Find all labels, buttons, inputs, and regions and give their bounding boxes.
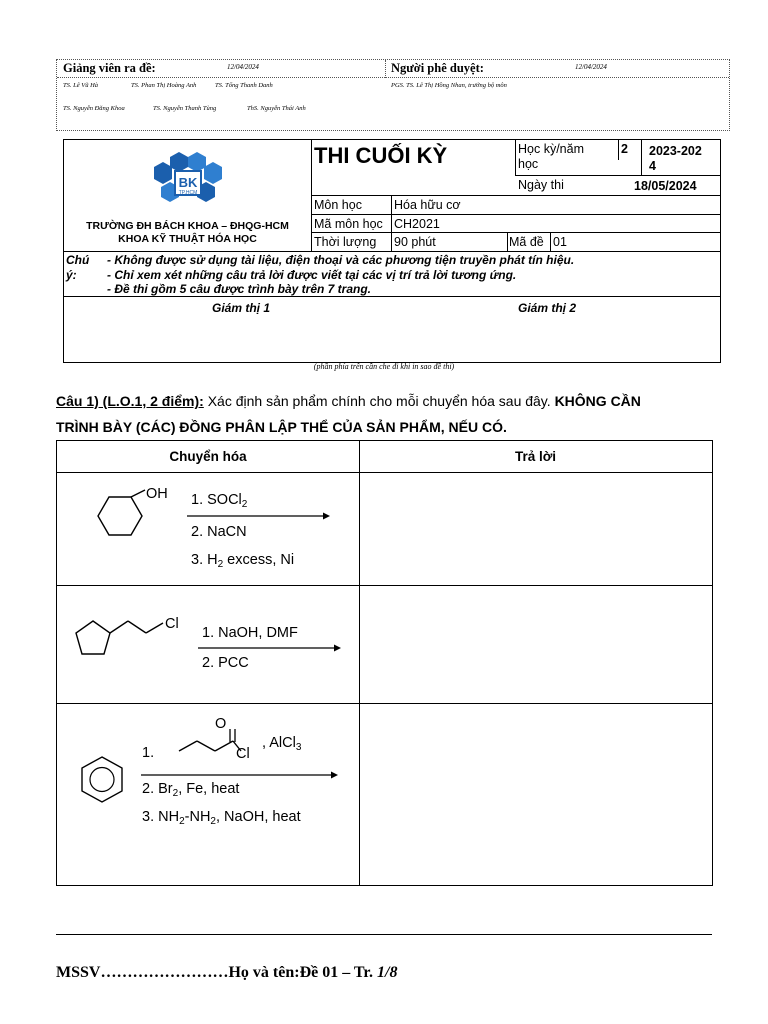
reagent-step: 1. NaOH, DMF bbox=[202, 625, 298, 641]
semester-value: 2 bbox=[621, 142, 628, 156]
duration-value: 90 phút bbox=[394, 235, 436, 249]
exam-header-table bbox=[63, 139, 721, 363]
reagent-step: 3. $NH_2-NH_2$, NaOH, heat bbox=[142, 809, 301, 827]
school-name: TRƯỜNG ĐH BÁCH KHOA – ĐHQG-HCM bbox=[86, 220, 289, 232]
reagent-lewis-acid: , AlCl$_3$ bbox=[262, 735, 302, 753]
date-value: 18/05/2024 bbox=[634, 179, 697, 193]
lecturer-name: TS. Nguyễn Thanh Tùng bbox=[153, 105, 217, 112]
reagent-step: 2. $Br_2$, Fe, heat bbox=[142, 781, 240, 799]
page-number: 1/8 bbox=[377, 964, 398, 981]
lecturer-name: TS. Tống Thanh Danh bbox=[215, 82, 273, 89]
reaction-table bbox=[56, 440, 713, 886]
university-logo bbox=[150, 145, 226, 207]
answer-cell-1[interactable] bbox=[360, 473, 712, 585]
answer-cell-2[interactable] bbox=[360, 586, 712, 703]
approver-label: Người phê duyệt: bbox=[391, 61, 484, 75]
hydroxyl-label: OH bbox=[146, 486, 168, 502]
note-label: Chú bbox=[66, 253, 90, 267]
year-value-2: 4 bbox=[649, 159, 656, 173]
faculty-name: KHOA KỸ THUẬT HÓA HỌC bbox=[118, 233, 257, 245]
benzene-structure bbox=[77, 754, 127, 806]
date-label: Ngày thi bbox=[518, 178, 564, 192]
lecturer-name: ThS. Nguyễn Thái Anh bbox=[247, 105, 306, 112]
approver-date: 12/04/2024 bbox=[575, 63, 607, 71]
proctor-1-label: Giám thị 1 bbox=[212, 301, 271, 315]
reagent-step: 1. SOCl$_2$ bbox=[191, 492, 248, 510]
logo-text: BK bbox=[178, 175, 198, 190]
reaction-arrow bbox=[198, 643, 343, 653]
code-label: Mã môn học bbox=[314, 217, 383, 231]
lecturer-name: TS. Lê Vũ Hà bbox=[63, 82, 99, 89]
note-label-2: ý: bbox=[66, 268, 77, 282]
column-header-answer: Trả lời bbox=[514, 449, 557, 464]
reagent-step: 2. PCC bbox=[202, 655, 249, 671]
approver-name: PGS. TS. Lê Thị Hồng Nhan, trưởng bộ môn bbox=[391, 82, 507, 89]
acyl-chloride-label: Cl bbox=[236, 746, 250, 762]
exam-page-label: Đề 01 – Tr. bbox=[299, 964, 378, 981]
question-emphasis: KHÔNG CẦN bbox=[554, 393, 641, 409]
lecturer-label: Giảng viên ra đề: bbox=[63, 61, 156, 75]
duration-label: Thời lượng bbox=[314, 235, 377, 249]
exam-code-value: 01 bbox=[553, 235, 567, 249]
note-item: - Không được sử dụng tài liệu, điện thoại và các phương tiện truyền phát tín hiệu. bbox=[107, 253, 575, 267]
carbonyl-oxygen-label: O bbox=[215, 716, 227, 732]
reaction-arrow bbox=[141, 770, 341, 780]
reaction-arrow bbox=[187, 511, 332, 521]
exam-code-label: Mã đề bbox=[509, 235, 544, 249]
reagent-step: 1. bbox=[142, 745, 155, 761]
approval-box bbox=[56, 59, 730, 131]
subject-label: Môn học bbox=[314, 198, 362, 212]
year-value: 2023-202 bbox=[649, 144, 702, 158]
lecturer-name: TS. Nguyễn Đăng Khoa bbox=[63, 105, 125, 112]
footer bbox=[56, 964, 398, 982]
footer-rule bbox=[56, 934, 712, 935]
semester-label-2: học bbox=[518, 157, 539, 171]
reagent-step: 2. NaCN bbox=[191, 524, 247, 540]
note-item: - Đề thi gồm 5 câu được trình bày trên 7 trang. bbox=[107, 282, 371, 296]
question-label: Câu 1) (L.O.1, 2 điểm): bbox=[56, 393, 204, 409]
cover-note: (phần phía trên cần che đi khi in sao đề thi) bbox=[313, 362, 455, 371]
butanoyl-chloride-structure bbox=[157, 729, 247, 769]
reagent-step: 3. $H_2$ excess, Ni bbox=[191, 552, 295, 570]
lecturer-name: TS. Phan Thị Hoàng Anh bbox=[131, 82, 197, 89]
lecturer-date: 12/04/2024 bbox=[227, 63, 259, 71]
question-body: Xác định sản phẩm chính cho mỗi chuyển hóa sau đây. bbox=[203, 393, 555, 409]
subject-value: Hóa hữu cơ bbox=[394, 198, 461, 212]
question-text bbox=[56, 388, 716, 440]
question-emphasis-2: TRÌNH BÀY (CÁC) ĐỒNG PHÂN LẬP THỂ CỦA SẢN PHẨM, NẾU CÓ. bbox=[56, 419, 507, 435]
exam-title: THI CUỐI KỲ bbox=[314, 143, 448, 168]
chloride-label: Cl bbox=[165, 616, 179, 632]
column-header-transformation: Chuyển hóa bbox=[169, 449, 247, 464]
semester-label: Học kỳ/năm bbox=[518, 142, 584, 156]
student-id-name-field: MSSV……………………Họ và tên: bbox=[56, 964, 300, 981]
answer-cell-3[interactable] bbox=[360, 704, 712, 885]
code-value: CH2021 bbox=[394, 217, 440, 231]
note-item: - Chỉ xem xét những câu trả lời được viết tại các vị trí trả lời tương ứng. bbox=[107, 268, 517, 282]
proctor-2-label: Giám thị 2 bbox=[518, 301, 577, 315]
logo-subtext: TP.HCM bbox=[178, 190, 198, 196]
